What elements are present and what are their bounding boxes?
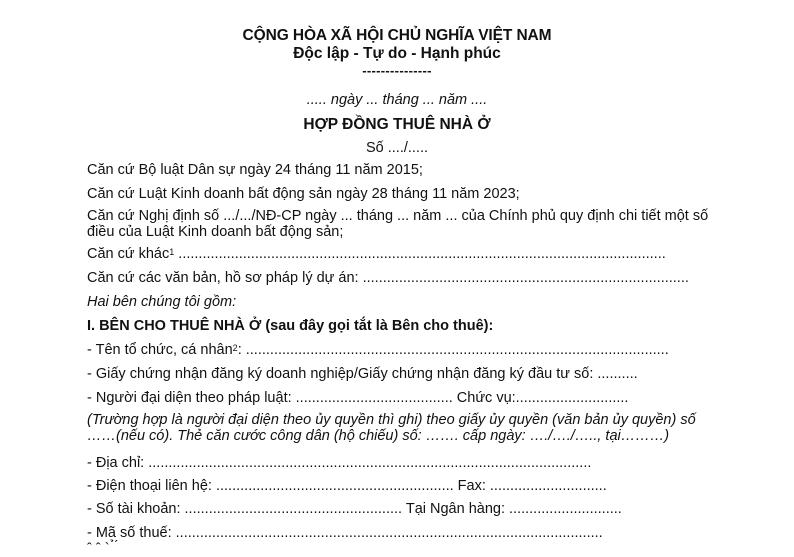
contract-title: HỢP ĐỒNG THUÊ NHÀ Ở [303,116,491,133]
parties-intro: Hai bên chúng tôi gồm: [87,294,237,310]
lessor-representative: - Người đại diện theo pháp luật: ....................................... Chức vụ:............................ [87,390,629,406]
lessor-name-fill: : ......................................................................................................... [237,342,669,358]
lessor-address: - Địa chỉ: .............................................................................................................. [87,455,592,471]
motto-header: Độc lập - Tự do - Hạnh phúc [293,45,501,62]
authorization-note: (Trường hợp là người đại diện theo ủy quyền thì ghi) theo giấy ủy quyền (văn bản ủy quyền) số ……(nếu có). Thẻ căn cước công dân (hộ chiếu) số: ……. cấp ngày: …./…./….., tại………) [87,412,696,444]
contract-number: Số ..../..... [365,140,429,156]
lessor-bank-account: - Số tài khoản: ...................................................... Tại Ngân hàng: ............................ [87,501,622,517]
basis-other [87,246,666,263]
lessor-tax-code: - Mã số thuế: .......................................................................................................... [87,525,603,541]
lessor-phone-fax: - Điện thoại liên hệ: ........................................................... Fax: ............................. [87,478,607,494]
date-line: ..... ngày ... tháng ... năm .... [306,92,488,108]
basis-real-estate-law: Căn cứ Luật Kinh doanh bất động sản ngày 28 tháng 11 năm 2023; [87,186,520,202]
lessor-name-label: - Tên tổ chức, cá nhân [87,342,233,358]
lessor-registration: - Giấy chứng nhận đăng ký doanh nghiệp/Giấy chứng nhận đăng ký đầu tư số: .......... [87,366,638,382]
footnote-marker: 2 [232,343,238,353]
basis-decree: Căn cứ Nghị định số .../.../NĐ-CP ngày ... tháng ... năm ... của Chính phủ quy định chi tiết một số điều của Luật Kinh doanh bất động sản; [87,208,709,240]
cut-off-line: ˆ ˆ ` ̉ ́ [87,541,118,557]
basis-other-label: Căn cứ khác [87,246,170,262]
header-divider: --------------- [362,63,432,78]
nation-header: CỘNG HÒA XÃ HỘI CHỦ NGHĨA VIỆT NAM [242,27,552,44]
basis-project-docs: Căn cứ các văn bản, hồ sơ pháp lý dự án: ................................................................................. [87,270,689,286]
footnote-marker: 1 [169,247,175,257]
section-lessor-heading: I. BÊN CHO THUÊ NHÀ Ở (sau đây gọi tắt là Bên cho thuê): [87,318,494,334]
lessor-name [87,342,669,359]
basis-other-fill: ......................................................................................................................... [174,246,666,262]
basis-civil-code: Căn cứ Bộ luật Dân sự ngày 24 tháng 11 năm 2015; [87,162,423,178]
